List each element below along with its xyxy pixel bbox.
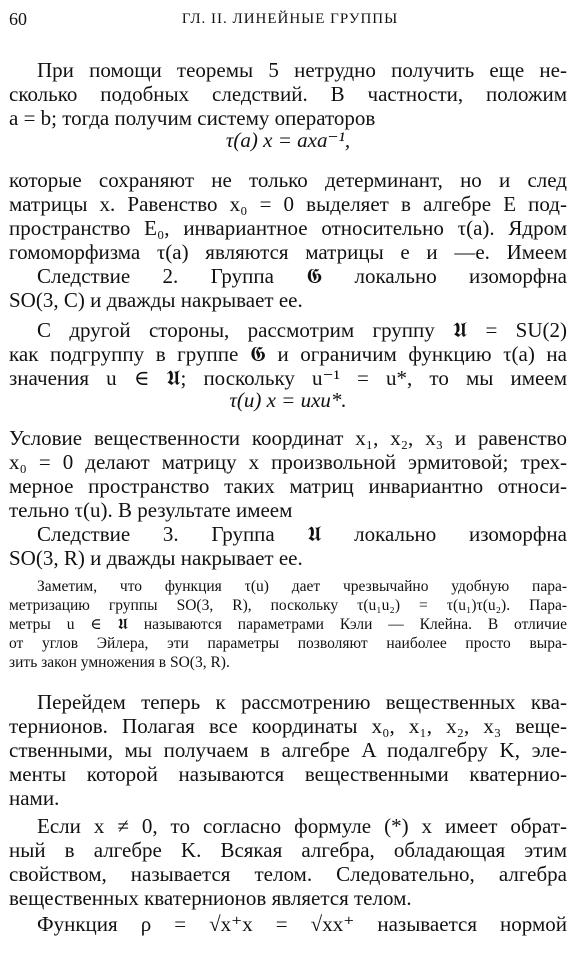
text-line: сколько подобных следствий. В частности, положим [9, 82, 567, 106]
text-line: SO(3, R) и дважды накрывает ее. [9, 546, 303, 570]
text-line: Перейдем теперь к рассмотрению вещественных ква- [37, 690, 567, 714]
text-line: нами. [9, 786, 60, 810]
text-line: x₀ = 0 делают матрицу x произвольной эрмитовой; трех- [9, 450, 567, 474]
text-line: Если x ≠ 0, то согласно формуле (*) x имеет обрат- [37, 814, 567, 838]
text-line: гомоморфизма τ(a) являются матрицы e и —e. Имеем [9, 240, 567, 264]
text-line: Следствие 2. Группа 𝕲 локально изоморфна [37, 264, 567, 288]
text-line: менты которой называются вещественными кватернио- [9, 762, 567, 786]
text-line: Условие вещественности координат x₁, x₂, x₃ и равенство [9, 426, 567, 450]
text-line: Заметим, что функция τ(u) дает чрезвычайно удобную пара- [37, 578, 567, 595]
text-line: τ(a) x = axa⁻¹, [225, 128, 351, 152]
text-line: ный в алгебре K. Всякая алгебра, обладающая этим [9, 838, 567, 862]
text-line: зить закон умножения в SO(3, R). [9, 654, 230, 671]
text-line: a = b; тогда получим систему операторов [9, 106, 376, 130]
running-title: ГЛ. II. ЛИНЕЙНЫЕ ГРУППЫ [181, 11, 399, 27]
text-line: от углов Эйлера, эти параметры позволяют наиболее просто выра- [9, 635, 567, 652]
text-line: вещественных кватернионов является телом. [9, 886, 412, 910]
text-line: тернионов. Полагая все координаты x₀, x₁, x₂, x₃ веще- [9, 714, 567, 738]
text-line: метризацию группы SO(3, R), поскольку τ(u₁u₂) = τ(u₁)τ(u₂). Пара- [9, 597, 567, 614]
text-line: метры u ∈ 𝖀 называются параметрами Кэли — Клейна. В отличие [9, 616, 567, 633]
text-line: Следствие 3. Группа 𝖀 локально изоморфна [37, 522, 567, 546]
text-line: как подгруппу в группе 𝕲 и ограничим функцию τ(a) на [9, 342, 567, 366]
text-line: тельно τ(u). В результате имеем [9, 498, 293, 522]
text-line: свойством, называется телом. Следовательно, алгебра [9, 862, 567, 886]
text-line: ственными, мы получаем в алгебре A подалгебру K, эле- [9, 738, 567, 762]
text-line: пространство E₀, инвариантное относительно τ(a). Ядром [9, 216, 567, 240]
text-line: С другой стороны, рассмотрим группу 𝖀 = SU(2) [37, 318, 567, 342]
page-number: 60 [9, 9, 27, 29]
text-line: матрицы x. Равенство x₀ = 0 выделяет в алгебре E под- [9, 192, 567, 216]
text-line: SO(3, C) и дважды накрывает ее. [9, 288, 303, 312]
text-line: мерное пространство таких матриц инвариантно относи- [9, 474, 567, 498]
text-line: значения u ∈ 𝖀; поскольку u⁻¹ = u*, то мы имеем [9, 366, 567, 390]
text-line: τ(u) x = uxu*. [229, 388, 347, 412]
text-line: Функция ρ = √x⁺x = √xx⁺ называется нормой [37, 912, 567, 936]
page-header [9, 9, 571, 33]
text-line: которые сохраняют не только детерминант, но и след [9, 168, 567, 192]
text-line: При помощи теоремы 5 нетрудно получить еще не- [37, 58, 567, 82]
